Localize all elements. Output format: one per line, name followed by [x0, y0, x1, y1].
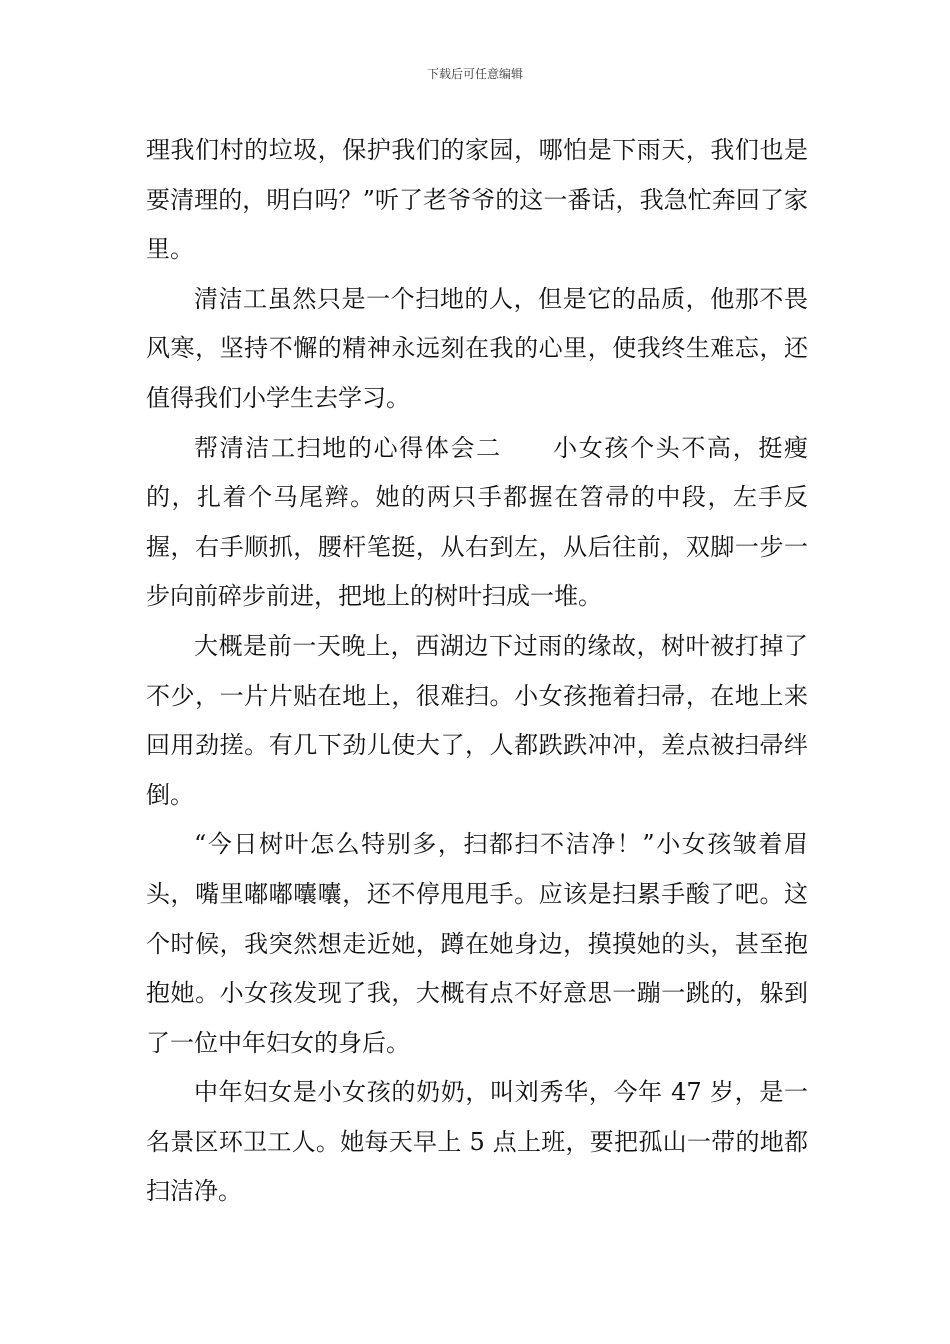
paragraph-2: 清洁工虽然只是一个扫地的人，但是它的品质，他那不畏风寒，坚持不懈的精神永远刻在我的心里，使我终生难忘，还值得我们小学生去学习。	[146, 284, 808, 412]
paragraph-5: “今日树叶怎么特别多，扫都扫不洁净！”小女孩皱着眉头，嘴里嘟嘟囔囔，还不停甩甩手。应该是扫累手酸了吧。这个时候，我突然想走近她，蹲在她身边，摸摸她的头，甚至抱抱她。小女孩发现了我，大概有点不好意思一蹦一跳的，躲到了一位中年妇女的身后。	[146, 830, 808, 1057]
paragraph-6: 中年妇女是小女孩的奶奶，叫刘秀华，今年 47 岁，是一名景区环卫工人。她每天早上 5 点上班，要把孤山一带的地都扫洁净。	[146, 1078, 808, 1206]
paragraph-1: 理我们村的垃圾，保护我们的家园，哪怕是下雨天，我们也是要清理的，明白吗？”听了老爷爷的这一番话，我急忙奔回了家里。	[146, 136, 808, 264]
page-header: 下载后可任意编辑	[426, 67, 523, 81]
paragraph-4: 大概是前一天晚上，西湖边下过雨的缘故，树叶被打掉了不少，一片片贴在地上，很难扫。小女孩拖着扫帚，在地上来回用劲搓。有几下劲儿使大了，人都跌跌冲冲，差点被扫帚绊倒。	[146, 631, 808, 809]
paragraph-3: 帮清洁工扫地的心得体会二 小女孩个头不高，挺瘦的，扎着个马尾辫。她的两只手都握在笤帚的中段，左手反握，右手顺抓，腰杆笔挺，从右到左，从后往前，双脚一步一步向前碎步前进，把地上的树叶扫成一堆。	[146, 433, 808, 611]
document-body	[146, 126, 808, 1217]
